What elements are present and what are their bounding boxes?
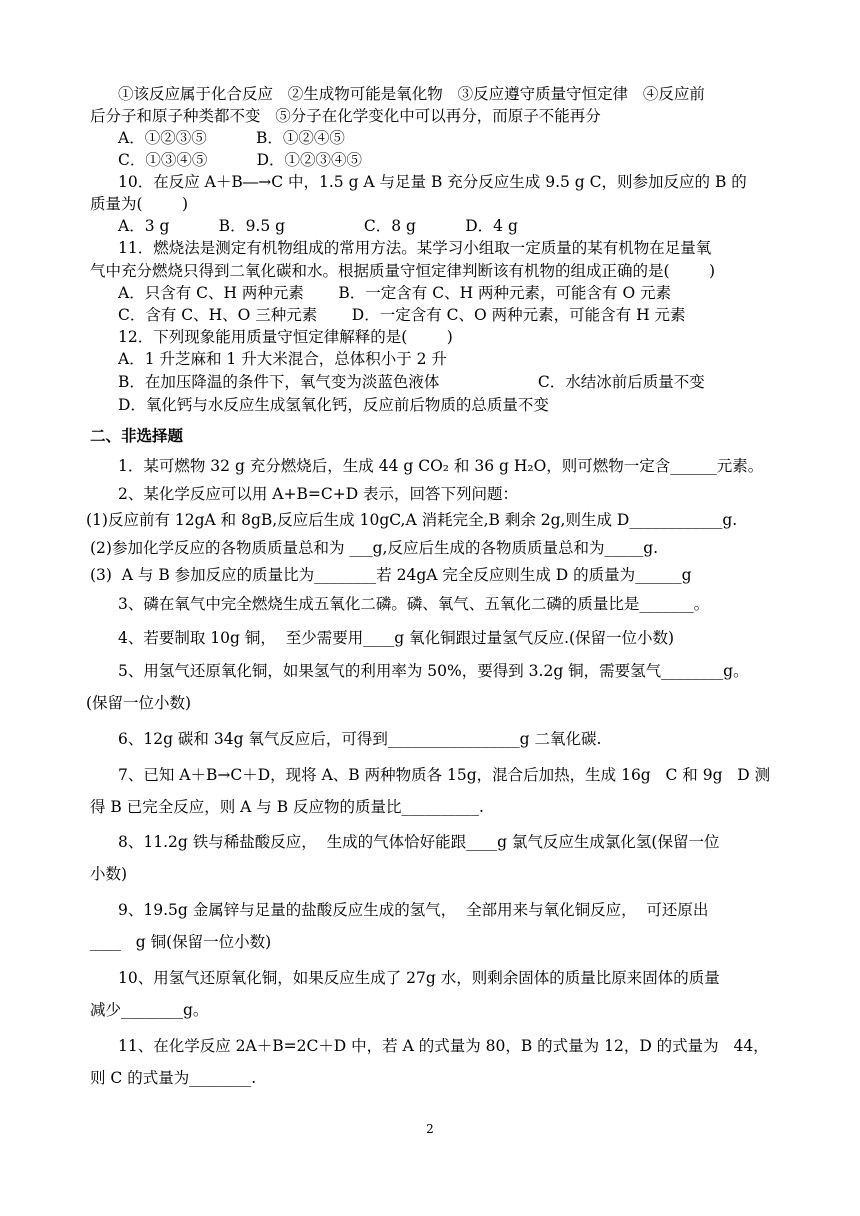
question-text-line: (1)反应前有 12gA 和 8gB,反应后生成 10gC,A 消耗完全,B 剩余 2g,则生成 D____________g.: [86, 511, 738, 529]
option-line: A．1 升芝麻和 1 升大米混合，总体积小于 2 升: [118, 350, 447, 368]
question-text-line: 11、在化学反应 2A＋B=2C＋D 中，若 A 的式量为 80，B 的式量为 12，D 的式量为 44，: [118, 1037, 769, 1055]
question-text-line: 2、某化学反应可以用 A+B=C+D 表示，回答下列问题：: [118, 485, 519, 503]
question-text-line: ____ g 铜(保留一位小数): [90, 933, 272, 951]
question-text-line: 则 C 的式量为________.: [90, 1069, 257, 1087]
question-text-line: 后分子和原子种类都不变 ⑤分子在化学变化中可以再分，而原子不能再分: [90, 107, 601, 125]
question-text-line: 得 B 已完全反应，则 A 与 B 反应物的质量比__________.: [90, 798, 484, 816]
option-line: C．①③④⑤ D．①②③④⑤: [118, 151, 363, 169]
question-text-line: 减少________g。: [90, 1001, 209, 1019]
option-line: D．氧化钙与水反应生成氢氧化钙，反应前后物质的总质量不变: [118, 396, 549, 414]
question-text-line: 质量为( ): [90, 195, 189, 213]
question-text-line: ①该反应属于化合反应 ②生成物可能是氧化物 ③反应遵守质量守恒定律 ④反应前: [118, 85, 705, 103]
question-text-line: 4、若要制取 10g 铜， 至少需要用____g 氧化铜跟过量氢气反应.(保留一位小数): [118, 629, 675, 647]
question-text-line: 气中充分燃烧只得到二氧化碳和水。根据质量守恒定律判断该有机物的组成正确的是( ): [90, 262, 716, 280]
question-text-line: (2)参加化学反应的各物质质量总和为 ___g,反应后生成的各物质质量总和为_____g.: [90, 539, 659, 557]
question-text-line: (3) A 与 B 参加反应的质量比为________若 24gA 完全反应则生成 D 的质量为______g: [90, 566, 692, 584]
question-text-line: 1．某可燃物 32 g 充分燃烧后，生成 44 g CO₂ 和 36 g H₂O，则可燃物一定含______元素。: [118, 457, 764, 475]
question-text-line: 小数): [90, 865, 128, 883]
option-line: A．只含有 C、H 两种元素 B．一定含有 C、H 两种元素，可能含有 O 元素: [118, 284, 672, 302]
page-number: 2: [426, 1122, 434, 1136]
option-line: A．①②③⑤ B．①②④⑤: [118, 129, 345, 147]
question-text-line: 9、19.5g 金属锌与足量的盐酸反应生成的氢气， 全部用来与氧化铜反应， 可还原出: [118, 901, 709, 919]
option-line: B．在加压降温的条件下，氧气变为淡蓝色液体 C．水结冰前后质量不变: [118, 373, 705, 391]
question-text-line: 7、已知 A＋B→C＋D，现将 A、B 两种物质各 15g，混合后加热，生成 16g C 和 9g D 测: [118, 766, 771, 784]
question-text-line: 12．下列现象能用质量守恒定律解释的是( ): [118, 328, 453, 346]
option-line: A．3 g B．9.5 g C．8 g D．4 g: [118, 217, 518, 235]
option-line: C．含有 C、H、O 三种元素 D．一定含有 C、O 两种元素，可能含有 H 元素: [118, 306, 686, 324]
question-text-line: 5、用氢气还原氧化铜，如果氢气的利用率为 50%，要得到 3.2g 铜，需要氢气________g。: [118, 662, 749, 680]
question-text-line: 3、磷在氧气中完全燃烧生成五氧化二磷。磷、氧气、五氧化二磷的质量比是_______。: [118, 595, 710, 613]
question-text-line: 11．燃烧法是测定有机物组成的常用方法。某学习小组取一定质量的某有机物在足量氧: [118, 239, 712, 257]
question-text-line: 10．在反应 A＋B―→C 中，1.5 g A 与足量 B 充分反应生成 9.5 g C，则参加反应的 B 的: [118, 173, 747, 191]
question-text-line: 8、11.2g 铁与稀盐酸反应， 生成的气体恰好能跟____g 氯气反应生成氯化氢(保留一位: [118, 833, 720, 851]
question-text-line: 6、12g 碳和 34g 氧气反应后，可得到_________________g 二氧化碳.: [118, 730, 602, 748]
question-text-line: 10、用氢气还原氧化铜，如果反应生成了 27g 水，则剩余固体的质量比原来固体的质量: [118, 969, 720, 987]
question-text-line: (保留一位小数): [86, 694, 192, 712]
section-heading: 二、非选择题: [90, 427, 184, 445]
